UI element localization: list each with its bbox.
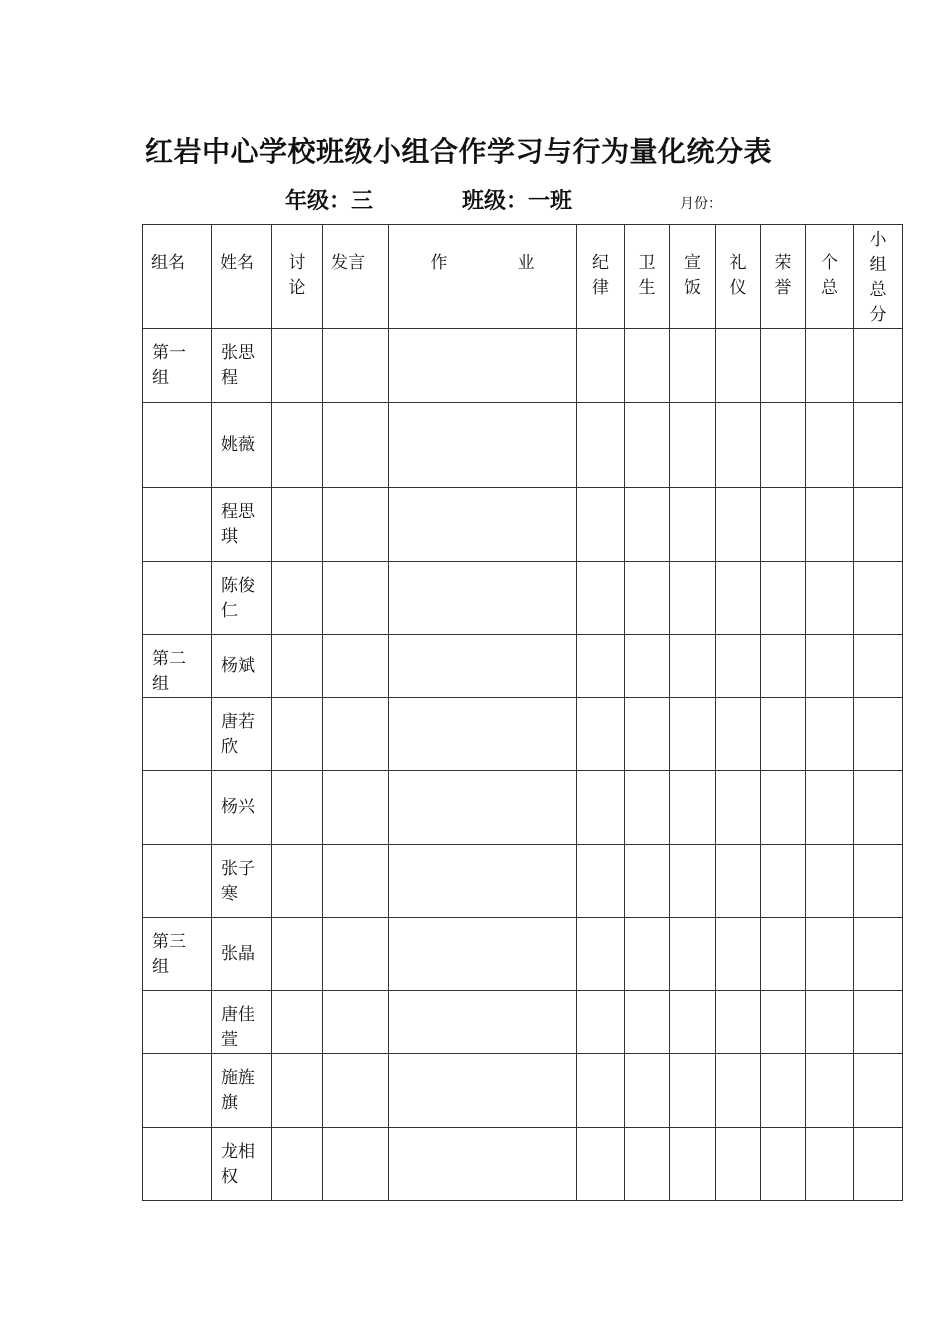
table-row (143, 1128, 903, 1201)
score-cell[interactable] (854, 771, 903, 845)
score-cell[interactable] (716, 771, 761, 845)
header-row (143, 225, 903, 329)
header-personal-total: 个总 (806, 225, 854, 329)
score-cell[interactable] (854, 488, 903, 562)
student-name-cell: 唐若欣 (212, 698, 272, 771)
score-cell[interactable] (389, 698, 577, 771)
score-cell[interactable] (625, 562, 670, 635)
score-cell[interactable] (389, 488, 577, 562)
score-cell[interactable] (389, 562, 577, 635)
student-name-cell: 张思程 (212, 329, 272, 403)
score-cell[interactable] (854, 918, 903, 991)
group-cell (143, 403, 212, 488)
score-cell[interactable] (389, 1128, 577, 1201)
score-cell[interactable] (716, 1054, 761, 1128)
group-cell (143, 1054, 212, 1128)
score-cell[interactable] (272, 918, 323, 991)
table-row (143, 991, 903, 1054)
score-cell[interactable] (625, 771, 670, 845)
score-cell[interactable] (272, 1128, 323, 1201)
table-row (143, 329, 903, 403)
score-cell[interactable] (806, 329, 854, 403)
score-cell[interactable] (323, 991, 389, 1054)
score-cell[interactable] (670, 918, 716, 991)
score-cell[interactable] (323, 562, 389, 635)
score-cell[interactable] (272, 488, 323, 562)
group-cell (143, 698, 212, 771)
score-cell[interactable] (577, 845, 625, 918)
score-cell[interactable] (670, 488, 716, 562)
table-row (143, 488, 903, 562)
score-cell[interactable] (272, 329, 323, 403)
score-cell[interactable] (272, 562, 323, 635)
student-name-cell: 张子寒 (212, 845, 272, 918)
score-cell[interactable] (716, 698, 761, 771)
group-cell (143, 488, 212, 562)
group-cell (143, 562, 212, 635)
header-group-total: 小组总分 (854, 225, 903, 329)
student-name-cell: 张晶 (212, 918, 272, 991)
score-cell[interactable] (625, 1054, 670, 1128)
score-cell[interactable] (389, 1054, 577, 1128)
score-cell[interactable] (806, 562, 854, 635)
score-cell[interactable] (577, 562, 625, 635)
table-row (143, 771, 903, 845)
header-discuss: 讨论 (272, 225, 323, 329)
table-row (143, 1054, 903, 1128)
group-cell (143, 771, 212, 845)
score-cell[interactable] (272, 771, 323, 845)
score-cell[interactable] (272, 698, 323, 771)
score-cell[interactable] (806, 403, 854, 488)
score-cell[interactable] (577, 1128, 625, 1201)
score-cell[interactable] (577, 403, 625, 488)
header-name: 姓名 (212, 225, 272, 329)
class-label: 班级：一班 (462, 189, 573, 214)
score-cell[interactable] (670, 635, 716, 698)
score-cell[interactable] (625, 698, 670, 771)
score-cell[interactable] (716, 1128, 761, 1201)
score-cell[interactable] (323, 329, 389, 403)
score-cell[interactable] (761, 845, 806, 918)
header-speak: 发言 (323, 225, 389, 329)
score-cell[interactable] (670, 562, 716, 635)
score-cell[interactable] (577, 488, 625, 562)
score-cell[interactable] (389, 403, 577, 488)
score-cell[interactable] (761, 562, 806, 635)
score-cell[interactable] (323, 771, 389, 845)
score-cell[interactable] (625, 635, 670, 698)
score-cell[interactable] (716, 329, 761, 403)
score-cell[interactable] (577, 991, 625, 1054)
score-cell[interactable] (670, 1128, 716, 1201)
score-cell[interactable] (625, 329, 670, 403)
score-cell[interactable] (625, 403, 670, 488)
score-cell[interactable] (854, 991, 903, 1054)
student-name-cell: 杨兴 (212, 771, 272, 845)
score-cell[interactable] (323, 488, 389, 562)
score-cell[interactable] (323, 635, 389, 698)
score-cell[interactable] (854, 403, 903, 488)
score-cell[interactable] (806, 635, 854, 698)
score-cell[interactable] (389, 991, 577, 1054)
score-cell[interactable] (625, 918, 670, 991)
header-homework: 作 业 (389, 225, 577, 329)
score-cell[interactable] (761, 918, 806, 991)
header-etiquette: 礼仪 (716, 225, 761, 329)
score-cell[interactable] (761, 635, 806, 698)
student-name-cell: 陈俊仁 (212, 562, 272, 635)
score-cell[interactable] (323, 845, 389, 918)
table-row (143, 635, 903, 698)
group-cell: 第三组 (143, 918, 212, 991)
student-name-cell: 姚薇 (212, 403, 272, 488)
score-cell[interactable] (806, 918, 854, 991)
score-cell[interactable] (670, 403, 716, 488)
score-cell[interactable] (577, 635, 625, 698)
score-cell[interactable] (854, 698, 903, 771)
score-cell[interactable] (389, 771, 577, 845)
score-cell[interactable] (716, 845, 761, 918)
score-cell[interactable] (389, 329, 577, 403)
student-name-cell: 程思琪 (212, 488, 272, 562)
student-name-cell: 杨斌 (212, 635, 272, 698)
score-cell[interactable] (716, 403, 761, 488)
score-cell[interactable] (670, 771, 716, 845)
table-row (143, 562, 903, 635)
score-cell[interactable] (854, 1054, 903, 1128)
group-cell (143, 991, 212, 1054)
group-cell: 第一组 (143, 329, 212, 403)
score-cell[interactable] (625, 1128, 670, 1201)
student-name-cell: 施旌旗 (212, 1054, 272, 1128)
score-cell[interactable] (716, 918, 761, 991)
header-meal: 宣饭 (670, 225, 716, 329)
score-cell[interactable] (806, 1128, 854, 1201)
score-cell[interactable] (323, 1128, 389, 1201)
score-cell[interactable] (272, 403, 323, 488)
score-cell[interactable] (625, 991, 670, 1054)
score-cell[interactable] (577, 329, 625, 403)
score-cell[interactable] (577, 771, 625, 845)
score-cell[interactable] (389, 918, 577, 991)
score-cell[interactable] (806, 771, 854, 845)
score-cell[interactable] (806, 991, 854, 1054)
score-cell[interactable] (806, 1054, 854, 1128)
score-cell[interactable] (272, 635, 323, 698)
score-cell[interactable] (716, 488, 761, 562)
month-label: 月份： (680, 196, 722, 212)
score-cell[interactable] (323, 1054, 389, 1128)
score-cell[interactable] (625, 488, 670, 562)
score-cell[interactable] (272, 845, 323, 918)
score-cell[interactable] (670, 329, 716, 403)
score-cell[interactable] (761, 403, 806, 488)
score-cell[interactable] (272, 991, 323, 1054)
score-cell[interactable] (577, 918, 625, 991)
group-cell (143, 845, 212, 918)
score-cell[interactable] (854, 845, 903, 918)
score-cell[interactable] (806, 488, 854, 562)
student-name-cell: 唐佳萱 (212, 991, 272, 1054)
score-cell[interactable] (716, 562, 761, 635)
table-row (143, 403, 903, 488)
grade-label: 年级：三 (285, 189, 374, 214)
table-row (143, 918, 903, 991)
score-cell[interactable] (806, 698, 854, 771)
score-cell[interactable] (323, 403, 389, 488)
score-cell[interactable] (761, 991, 806, 1054)
score-cell[interactable] (323, 698, 389, 771)
group-cell: 第二组 (143, 635, 212, 698)
score-cell[interactable] (854, 562, 903, 635)
score-table (142, 224, 903, 1201)
score-cell[interactable] (761, 488, 806, 562)
score-cell[interactable] (854, 635, 903, 698)
score-cell[interactable] (761, 771, 806, 845)
score-cell[interactable] (389, 635, 577, 698)
score-cell[interactable] (577, 698, 625, 771)
group-cell (143, 1128, 212, 1201)
score-cell[interactable] (670, 845, 716, 918)
score-cell[interactable] (670, 698, 716, 771)
score-cell[interactable] (323, 918, 389, 991)
score-cell[interactable] (761, 1128, 806, 1201)
score-cell[interactable] (854, 1128, 903, 1201)
score-cell[interactable] (716, 635, 761, 698)
score-cell[interactable] (806, 845, 854, 918)
score-cell[interactable] (761, 329, 806, 403)
student-name-cell: 龙相权 (212, 1128, 272, 1201)
score-cell[interactable] (272, 1054, 323, 1128)
score-cell[interactable] (577, 1054, 625, 1128)
score-cell[interactable] (854, 329, 903, 403)
header-discipline: 纪律 (577, 225, 625, 329)
score-cell[interactable] (716, 991, 761, 1054)
page-title: 红岩中心学校班级小组合作学习与行为量化统分表 (145, 135, 773, 168)
score-cell[interactable] (625, 845, 670, 918)
table-row (143, 698, 903, 771)
table-row (143, 845, 903, 918)
header-honor: 荣誉 (761, 225, 806, 329)
score-cell[interactable] (670, 1054, 716, 1128)
score-cell[interactable] (761, 698, 806, 771)
score-cell[interactable] (761, 1054, 806, 1128)
score-cell[interactable] (670, 991, 716, 1054)
header-hygiene: 卫生 (625, 225, 670, 329)
header-group: 组名 (143, 225, 212, 329)
score-cell[interactable] (389, 845, 577, 918)
